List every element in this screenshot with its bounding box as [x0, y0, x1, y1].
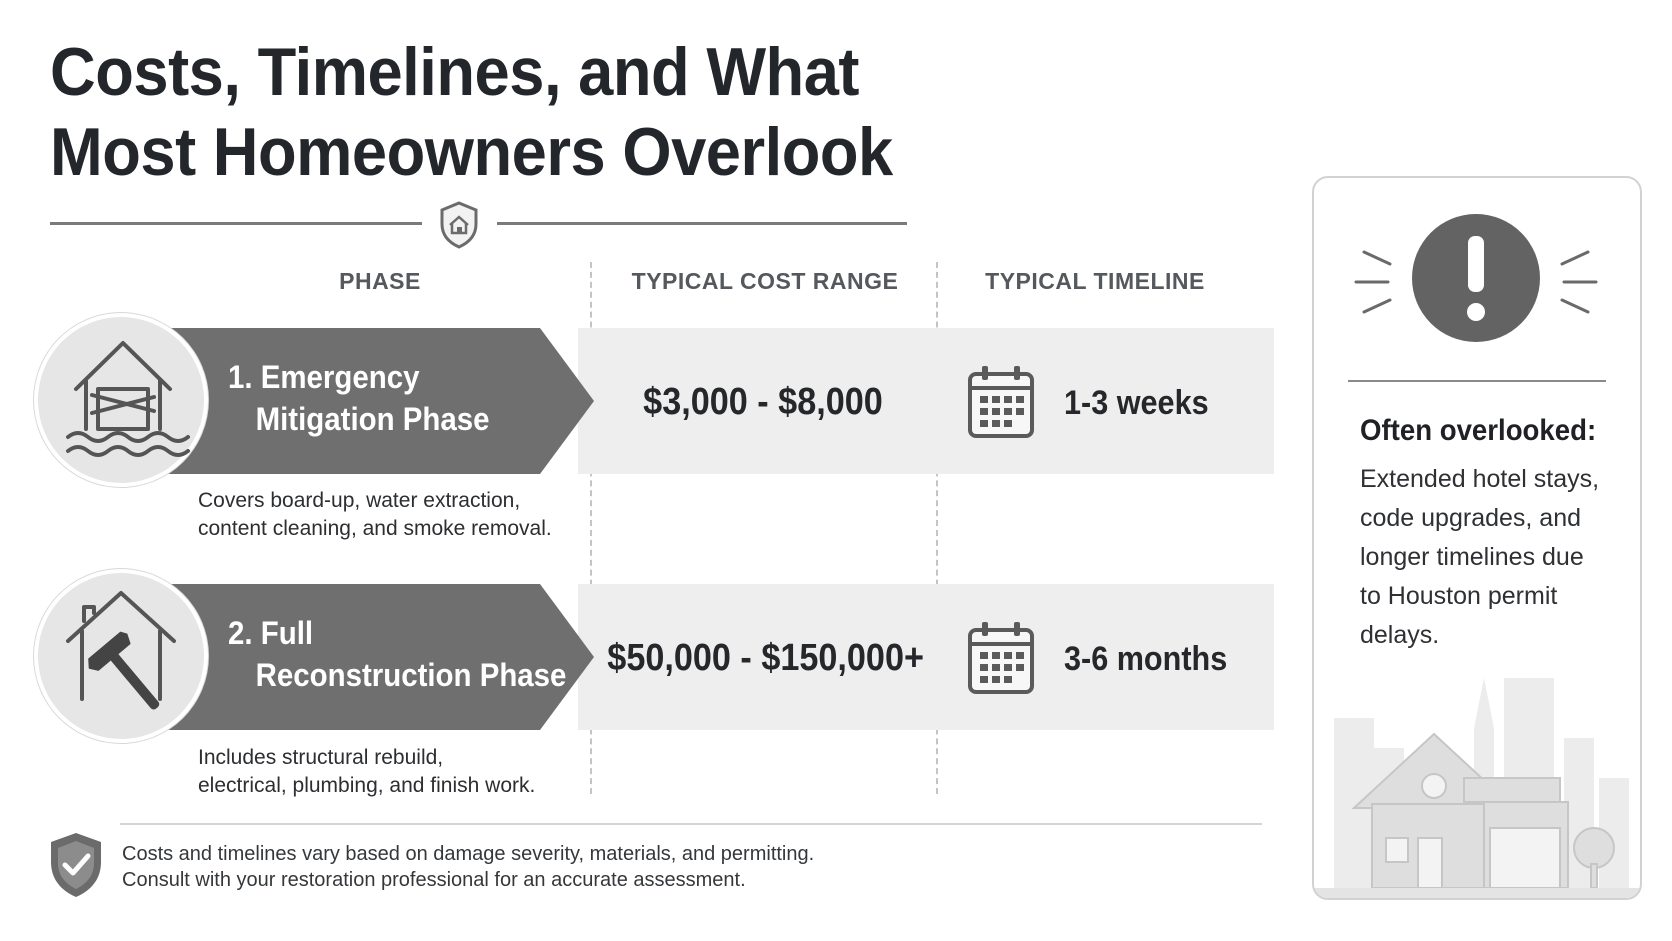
exclamation-icon	[1344, 208, 1608, 353]
calendar-icon	[966, 620, 1036, 701]
calendar-icon	[966, 364, 1036, 445]
title-line-2: Most Homeowners Overlook	[50, 114, 893, 190]
title-divider-left	[50, 222, 422, 225]
title-divider-right	[497, 222, 907, 225]
footnote-divider	[120, 823, 1262, 825]
column-header-phase: PHASE	[339, 268, 421, 294]
house-hammer-icon	[34, 569, 208, 743]
phase-1-label	[228, 356, 490, 440]
column-header-timeline: TYPICAL TIMELINE	[985, 268, 1205, 294]
shield-home-icon	[438, 200, 480, 250]
footnote-line-1: Costs and timelines vary based on damage severity, materials, and permitting.	[122, 843, 815, 865]
phase-2-cost: $50,000 - $150,000+	[607, 637, 924, 679]
description-line-2: content cleaning, and smoke removal.	[198, 517, 552, 540]
description-line-1: Covers board-up, water extraction,	[198, 489, 521, 512]
shield-check-icon	[46, 830, 106, 905]
card-body-line: code upgrades, and	[1360, 504, 1582, 532]
phase-label-line-1: 2. Full	[228, 615, 314, 651]
phase-1-timeline: 1-3 weeks	[1064, 384, 1209, 422]
phase-1-cost: $3,000 - $8,000	[643, 381, 883, 423]
card-heading: Often overlooked:	[1360, 414, 1597, 447]
phase-2-label	[228, 612, 566, 696]
phase-label-line-2: Reconstruction Phase	[255, 657, 567, 693]
card-body-line: delays.	[1360, 621, 1440, 649]
page-title	[50, 32, 893, 192]
card-body	[1360, 460, 1599, 655]
card-divider	[1348, 380, 1606, 382]
card-body-line: longer timelines due	[1360, 543, 1584, 571]
card-body-line: to Houston permit	[1360, 582, 1558, 610]
flooded-house-icon	[34, 313, 208, 487]
footnote-line-2: Consult with your restoration professional for an accurate assessment.	[122, 869, 746, 891]
phase-1-description	[198, 487, 552, 543]
overlooked-card	[1312, 176, 1642, 900]
phase-label-line-2: Mitigation Phase	[255, 401, 490, 437]
phase-2-description	[198, 744, 535, 800]
phase-label-line-1: 1. Emergency	[228, 359, 420, 395]
description-line-1: Includes structural rebuild,	[198, 746, 444, 769]
footnote	[122, 841, 814, 893]
house-skyline-illustration	[1314, 668, 1640, 900]
phase-2-timeline: 3-6 months	[1064, 640, 1228, 678]
description-line-2: electrical, plumbing, and finish work.	[198, 774, 536, 797]
column-header-cost: TYPICAL COST RANGE	[631, 268, 899, 294]
title-line-1: Costs, Timelines, and What	[50, 34, 860, 110]
card-body-line: Extended hotel stays,	[1360, 465, 1600, 493]
